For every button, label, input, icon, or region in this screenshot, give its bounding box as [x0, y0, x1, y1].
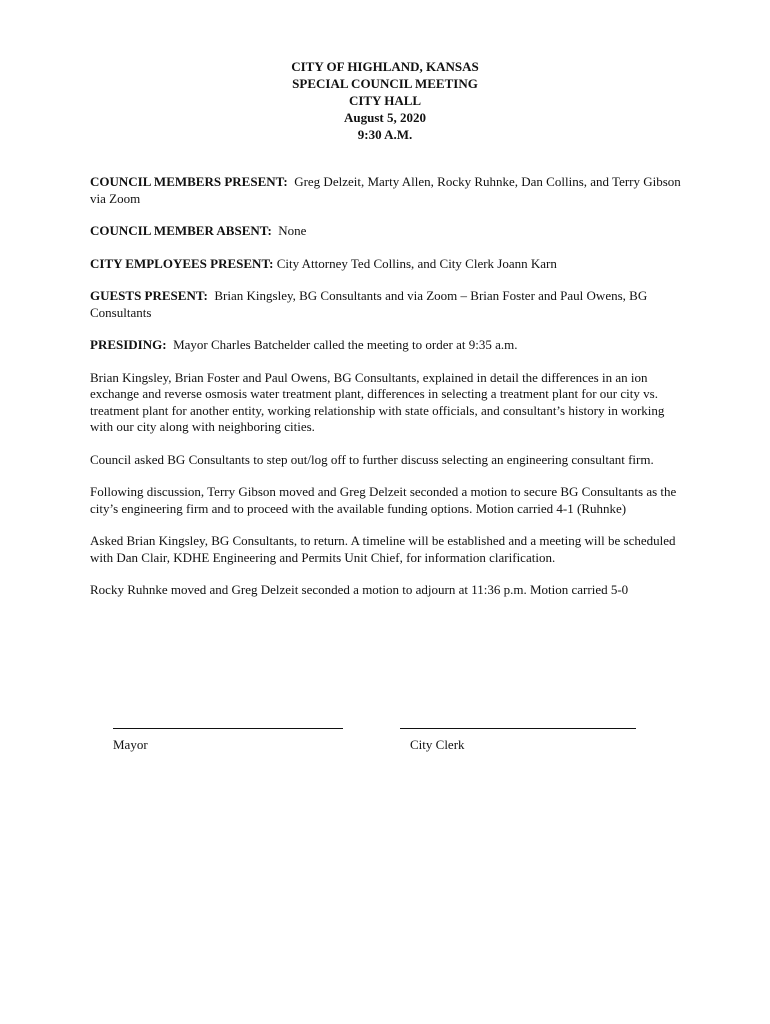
members-present-paragraph [90, 174, 690, 207]
adjourn-paragraph: Rocky Ruhnke moved and Greg Delzeit seconded a motion to adjourn at 11:36 p.m. Motion carried 5-0 [90, 582, 629, 597]
clerk-label: City Clerk [410, 737, 465, 752]
clerk-signature-block [400, 718, 636, 753]
header-time: 9:30 A.M. [357, 127, 413, 142]
presiding-paragraph [90, 337, 690, 354]
employees-present-paragraph [90, 256, 690, 273]
guests-present-paragraph [90, 288, 690, 321]
presiding-text: Mayor Charles Batchelder called the meeting to order at 9:35 a.m. [173, 337, 518, 352]
members-present-text: Greg Delzeit, Marty Allen, Rocky Ruhnke, Dan Collins, and Terry Gibson via Zoom [90, 174, 681, 206]
header-meeting-type: SPECIAL COUNCIL MEETING [292, 76, 478, 91]
step-out-paragraph: Council asked BG Consultants to step out/log off to further discuss selecting an engineering consultant firm. [90, 451, 654, 467]
discussion-paragraph: Brian Kingsley, Brian Foster and Paul Owens, BG Consultants, explained in detail the differences in an ion exchange and reverse osmosis water treatment plant, differences in selecting a treatment plant for our city vs. treatment plant for another entity, working relationship with state officials, and consultant’s history in working with our city along with neighboring cities. [90, 369, 665, 434]
motion-engineering-paragraph: Following discussion, Terry Gibson moved and Greg Delzeit seconded a motion to secure BG Consultants as the city’s engineering firm and to proceed with the available funding options. Motion carried 4-1 (Ruhnke) [90, 484, 677, 516]
member-absent-text: None [278, 223, 307, 238]
member-absent-paragraph [90, 223, 690, 240]
timeline-paragraph: Asked Brian Kingsley, BG Consultants, to return. A timeline will be established and a meeting will be scheduled with Dan Clair, KDHE Engineering and Permits Unit Chief, for information clarification. [90, 533, 676, 565]
minutes-body [90, 174, 690, 615]
presiding-label: PRESIDING: [90, 337, 167, 352]
mayor-signature-line [113, 718, 343, 729]
members-present-label: COUNCIL MEMBERS PRESENT: [90, 174, 288, 189]
member-absent-label: COUNCIL MEMBER ABSENT: [90, 223, 272, 238]
header-date: August 5, 2020 [344, 110, 426, 125]
header-location: CITY HALL [348, 93, 422, 108]
document-header [0, 58, 770, 143]
header-city: CITY OF HIGHLAND, KANSAS [291, 59, 479, 74]
employees-present-label: CITY EMPLOYEES PRESENT: [90, 255, 274, 271]
mayor-signature-block [113, 718, 343, 753]
guests-present-label: GUESTS PRESENT: [90, 288, 208, 303]
guests-present-text: Brian Kingsley, BG Consultants and via Zoom – Brian Foster and Paul Owens, BG Consultants [90, 288, 648, 320]
employees-present-text: City Attorney Ted Collins, and City Clerk Joann Karn [276, 255, 557, 271]
mayor-label: Mayor [113, 737, 148, 752]
clerk-signature-line [400, 718, 636, 729]
